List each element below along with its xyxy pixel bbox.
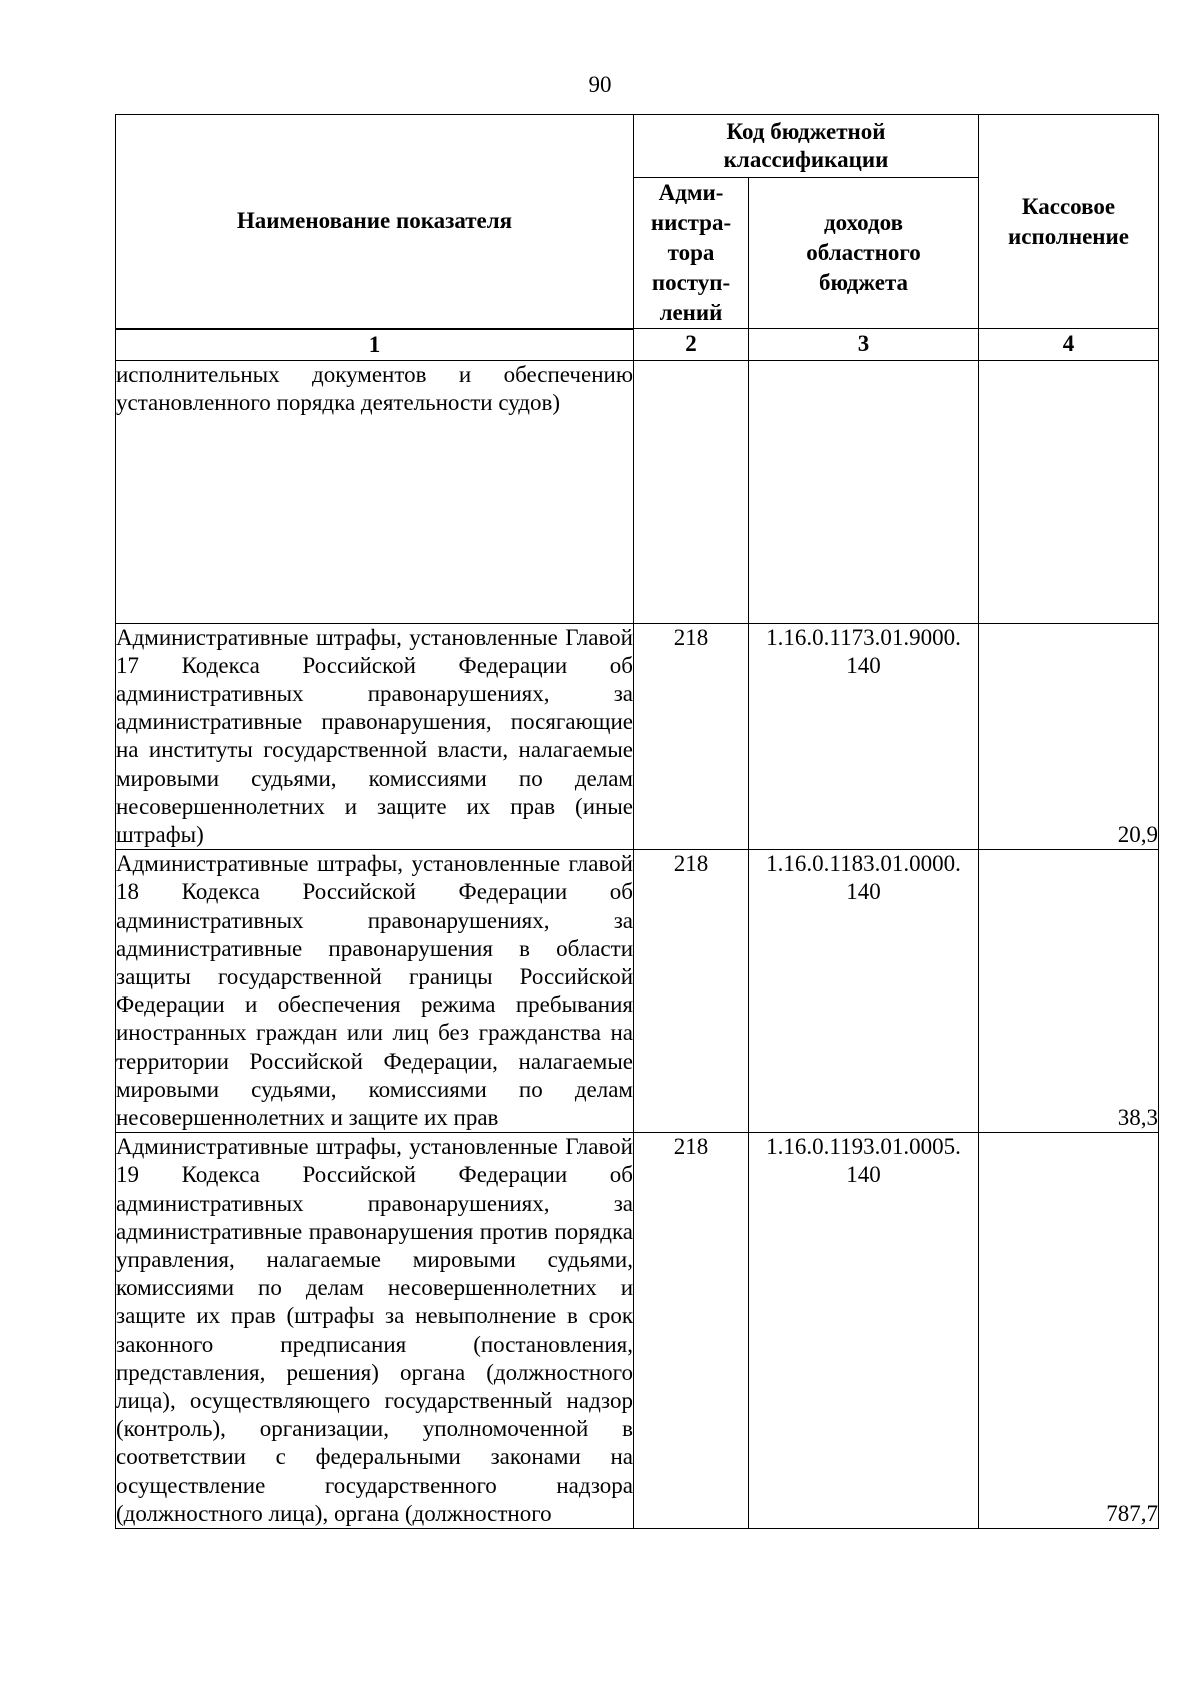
row-name: исполнительных документов и обеспечению установленного порядка деятельности судов) [116,360,634,623]
column-numbers-row [116,329,1159,361]
row-admin-code: 218 [634,850,749,1133]
table-row [116,850,1159,1133]
row-name: Административные штрафы, установленные Главой 17 Кодекса Российской Федерации об административных правонарушениях, за административные правонарушения, посягающие на институты государственной власти, налагаемые мировыми судьями, комиссиями по делам несовершеннолетних и защите их прав (иные штрафы) [116,623,634,850]
row-amount: 38,3 [979,850,1159,1133]
row-amount: 787,7 [979,1133,1159,1529]
column-number: 1 [116,329,634,361]
row-amount: 20,9 [979,623,1159,850]
row-budget-code: 1.16.0.1193.01.0005. 140 [749,1133,979,1529]
column-number: 2 [634,329,749,361]
row-budget-code: 1.16.0.1183.01.0000. 140 [749,850,979,1133]
row-admin-code: 218 [634,1133,749,1529]
header-admin: Адми-нистра-тора поступ-лений [634,178,749,329]
table-row [116,360,1159,623]
row-admin-code [634,360,749,623]
row-name: Административные штрафы, установленные главой 18 Кодекса Российской Федерации об административных правонарушениях, за административные правонарушения в области защиты государственной границы Российской Федерации и обеспечения режима пребывания иностранных граждан или лиц без гражданства на территории Российской Федерации, налагаемые мировыми судьями, комиссиями по делам несовершеннолетних и защите их прав [116,850,634,1133]
header-name: Наименование показателя [116,115,634,329]
row-amount [979,360,1159,623]
header-income: доходов областного бюджета [749,178,979,329]
row-name: Административные штрафы, установленные Главой 19 Кодекса Российской Федерации об административных правонарушениях, за административные правонарушения против порядка управления, налагаемые мировыми судьями, комиссиями по делам несовершеннолетних и защите их прав (штрафы за невыполнение в срок законного предписания (постановления, представления, решения) органа (должностного лица), осуществляющего государственный надзор (контроль), организации, уполномоченной в соответствии с федеральными законами на осуществление государственного надзора (должностного лица), органа (должностного [116,1133,634,1529]
page-number: 90 [588,72,612,97]
row-admin-code: 218 [634,623,749,850]
header-code-group: Код бюджетной классификации [634,115,979,178]
table-row [116,1133,1159,1529]
budget-table [115,114,1159,1529]
row-budget-code: 1.16.0.1173.01.9000. 140 [749,623,979,850]
row-budget-code [749,360,979,623]
column-number: 3 [749,329,979,361]
table-row [116,623,1159,850]
header-execution: Кассовое исполнение [979,115,1159,329]
column-number: 4 [979,329,1159,361]
